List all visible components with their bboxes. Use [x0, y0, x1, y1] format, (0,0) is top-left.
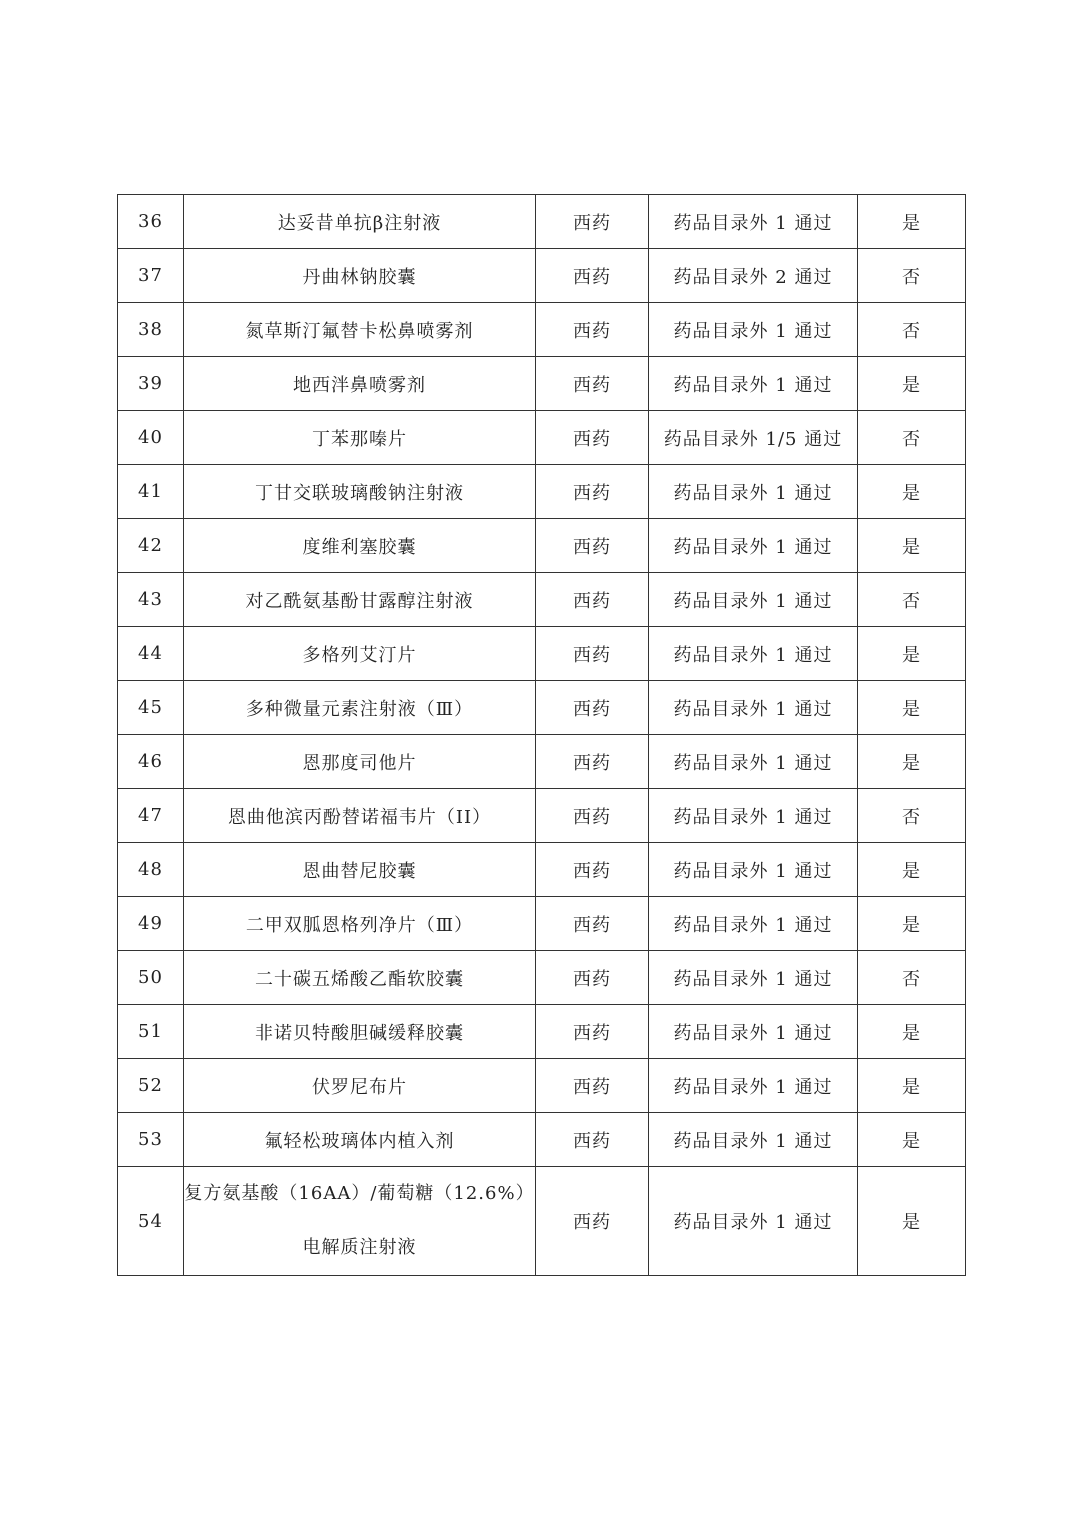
table-row — [118, 195, 966, 249]
review-result: 药品目录外 1 通过 — [649, 303, 858, 357]
table-row — [118, 627, 966, 681]
yes-no-flag: 是 — [858, 627, 966, 681]
yes-no-flag: 否 — [858, 411, 966, 465]
table-row — [118, 789, 966, 843]
review-result: 药品目录外 1 通过 — [649, 1113, 858, 1167]
row-number: 40 — [118, 411, 184, 465]
yes-no-flag: 是 — [858, 681, 966, 735]
review-result: 药品目录外 1 通过 — [649, 627, 858, 681]
drug-name-line: 复方氨基酸（16AA）/葡萄糖（12.6%） — [184, 1183, 535, 1204]
drug-name — [184, 1167, 536, 1276]
drug-type: 西药 — [536, 411, 649, 465]
drug-list-table — [117, 194, 966, 1276]
review-result: 药品目录外 1 通过 — [649, 195, 858, 249]
drug-name: 伏罗尼布片 — [184, 1059, 536, 1113]
row-number: 43 — [118, 573, 184, 627]
yes-no-flag: 是 — [858, 1005, 966, 1059]
row-number: 46 — [118, 735, 184, 789]
table-row — [118, 519, 966, 573]
drug-name: 氮草斯汀氟替卡松鼻喷雾剂 — [184, 303, 536, 357]
review-result: 药品目录外 1 通过 — [649, 1005, 858, 1059]
review-result: 药品目录外 1 通过 — [649, 519, 858, 573]
drug-type: 西药 — [536, 1167, 649, 1276]
table-row — [118, 897, 966, 951]
yes-no-flag: 是 — [858, 1167, 966, 1276]
drug-name: 二十碳五烯酸乙酯软胶囊 — [184, 951, 536, 1005]
table-row — [118, 1167, 966, 1276]
drug-type: 西药 — [536, 789, 649, 843]
yes-no-flag: 是 — [858, 1113, 966, 1167]
yes-no-flag: 否 — [858, 789, 966, 843]
drug-type: 西药 — [536, 519, 649, 573]
row-number: 38 — [118, 303, 184, 357]
drug-name: 恩那度司他片 — [184, 735, 536, 789]
drug-type: 西药 — [536, 627, 649, 681]
drug-type: 西药 — [536, 357, 649, 411]
drug-name: 二甲双胍恩格列净片（Ⅲ） — [184, 897, 536, 951]
table-row — [118, 735, 966, 789]
table-row — [118, 951, 966, 1005]
drug-name: 非诺贝特酸胆碱缓释胶囊 — [184, 1005, 536, 1059]
drug-type: 西药 — [536, 735, 649, 789]
row-number: 50 — [118, 951, 184, 1005]
row-number: 41 — [118, 465, 184, 519]
table-row — [118, 303, 966, 357]
drug-name: 恩曲替尼胶囊 — [184, 843, 536, 897]
row-number: 48 — [118, 843, 184, 897]
drug-name: 多格列艾汀片 — [184, 627, 536, 681]
row-number: 54 — [118, 1167, 184, 1276]
yes-no-flag: 是 — [858, 843, 966, 897]
drug-type: 西药 — [536, 1059, 649, 1113]
yes-no-flag: 否 — [858, 303, 966, 357]
row-number: 45 — [118, 681, 184, 735]
table-row — [118, 249, 966, 303]
drug-name: 丹曲林钠胶囊 — [184, 249, 536, 303]
yes-no-flag: 否 — [858, 249, 966, 303]
table-row — [118, 465, 966, 519]
review-result: 药品目录外 1 通过 — [649, 681, 858, 735]
table-row — [118, 1059, 966, 1113]
row-number: 39 — [118, 357, 184, 411]
review-result: 药品目录外 1 通过 — [649, 735, 858, 789]
yes-no-flag: 是 — [858, 1059, 966, 1113]
table-row — [118, 681, 966, 735]
table-row — [118, 1005, 966, 1059]
drug-type: 西药 — [536, 897, 649, 951]
row-number: 51 — [118, 1005, 184, 1059]
drug-name: 达妥昔单抗β注射液 — [184, 195, 536, 249]
drug-name: 度维利塞胶囊 — [184, 519, 536, 573]
review-result: 药品目录外 1 通过 — [649, 843, 858, 897]
review-result: 药品目录外 1 通过 — [649, 573, 858, 627]
table-body — [118, 195, 966, 1276]
drug-name: 多种微量元素注射液（Ⅲ） — [184, 681, 536, 735]
drug-type: 西药 — [536, 951, 649, 1005]
drug-name: 氟轻松玻璃体内植入剂 — [184, 1113, 536, 1167]
review-result: 药品目录外 1 通过 — [649, 789, 858, 843]
drug-type: 西药 — [536, 1113, 649, 1167]
table-row — [118, 411, 966, 465]
row-number: 42 — [118, 519, 184, 573]
review-result: 药品目录外 1 通过 — [649, 1059, 858, 1113]
row-number: 49 — [118, 897, 184, 951]
drug-type: 西药 — [536, 465, 649, 519]
yes-no-flag: 是 — [858, 465, 966, 519]
yes-no-flag: 是 — [858, 519, 966, 573]
drug-name: 丁苯那嗪片 — [184, 411, 536, 465]
drug-type: 西药 — [536, 249, 649, 303]
drug-name: 丁甘交联玻璃酸钠注射液 — [184, 465, 536, 519]
drug-type: 西药 — [536, 573, 649, 627]
row-number: 47 — [118, 789, 184, 843]
review-result: 药品目录外 2 通过 — [649, 249, 858, 303]
row-number: 52 — [118, 1059, 184, 1113]
yes-no-flag: 是 — [858, 735, 966, 789]
drug-name: 对乙酰氨基酚甘露醇注射液 — [184, 573, 536, 627]
review-result: 药品目录外 1 通过 — [649, 951, 858, 1005]
yes-no-flag: 否 — [858, 573, 966, 627]
table-row — [118, 573, 966, 627]
review-result: 药品目录外 1 通过 — [649, 1167, 858, 1276]
table-row — [118, 357, 966, 411]
yes-no-flag: 是 — [858, 357, 966, 411]
review-result: 药品目录外 1 通过 — [649, 897, 858, 951]
row-number: 37 — [118, 249, 184, 303]
review-result: 药品目录外 1 通过 — [649, 357, 858, 411]
drug-name-line: 电解质注射液 — [302, 1237, 417, 1258]
drug-type: 西药 — [536, 1005, 649, 1059]
drug-name: 地西泮鼻喷雾剂 — [184, 357, 536, 411]
review-result: 药品目录外 1/5 通过 — [649, 411, 858, 465]
drug-type: 西药 — [536, 681, 649, 735]
table-row — [118, 1113, 966, 1167]
table-row — [118, 843, 966, 897]
row-number: 44 — [118, 627, 184, 681]
drug-name: 恩曲他滨丙酚替诺福韦片（II） — [184, 789, 536, 843]
yes-no-flag: 否 — [858, 951, 966, 1005]
row-number: 36 — [118, 195, 184, 249]
row-number: 53 — [118, 1113, 184, 1167]
yes-no-flag: 是 — [858, 195, 966, 249]
drug-type: 西药 — [536, 303, 649, 357]
review-result: 药品目录外 1 通过 — [649, 465, 858, 519]
yes-no-flag: 是 — [858, 897, 966, 951]
drug-type: 西药 — [536, 195, 649, 249]
drug-type: 西药 — [536, 843, 649, 897]
